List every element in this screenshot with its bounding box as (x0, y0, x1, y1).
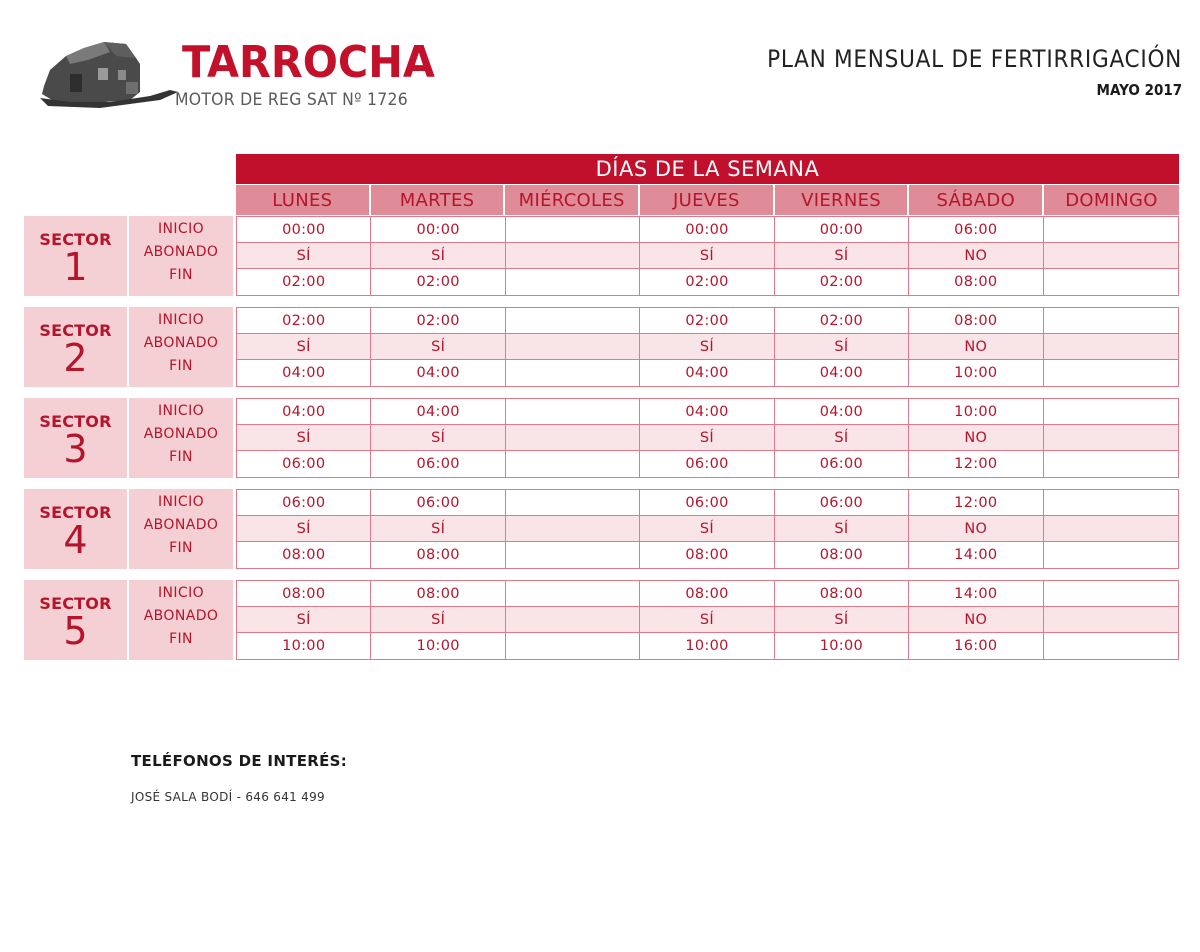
week-banner: DÍAS DE LA SEMANA (236, 154, 1179, 184)
farmhouse-logo-icon (40, 34, 180, 110)
schedule-cell: 06:00 (640, 451, 774, 477)
schedule-cell: 12:00 (909, 490, 1043, 515)
schedule-cell (1044, 542, 1178, 568)
schedule-cell: 08:00 (237, 542, 371, 568)
schedule-cell (506, 516, 640, 541)
schedule-cell: 06:00 (640, 490, 774, 515)
schedule-cell: 04:00 (371, 399, 505, 424)
row-label: INICIO (157, 403, 205, 419)
schedule-cell: 06:00 (371, 451, 505, 477)
schedule-cell (1044, 269, 1178, 295)
schedule-cell (506, 581, 640, 606)
schedule-cell: 00:00 (640, 217, 774, 242)
schedule-cell: 04:00 (237, 399, 371, 424)
row-label: ABONADO (143, 244, 219, 260)
row-labels (129, 307, 233, 387)
schedule-cell (1044, 360, 1178, 386)
schedule-cell (506, 425, 640, 450)
schedule-cell: 14:00 (909, 542, 1043, 568)
day-header-jueves: JUEVES (640, 185, 775, 215)
schedule-row-fin (237, 633, 1178, 659)
sector-label (24, 307, 127, 387)
schedule-cell: 02:00 (237, 269, 371, 295)
sector-label (24, 398, 127, 478)
row-label: ABONADO (143, 335, 219, 351)
schedule-cell: 02:00 (640, 269, 774, 295)
schedule-cell (1044, 217, 1178, 242)
schedule-row-abonado (237, 425, 1178, 451)
schedule-grid (236, 216, 1179, 296)
schedule-cell: 08:00 (640, 581, 774, 606)
row-label: INICIO (157, 221, 205, 237)
sector-block (24, 216, 1179, 296)
schedule-cell (1044, 581, 1178, 606)
document-period: MAYO 2017 (1096, 81, 1182, 99)
row-label: FIN (169, 449, 193, 465)
schedule-cell (1044, 425, 1178, 450)
schedule-cell (1044, 308, 1178, 333)
schedule-cell: 06:00 (237, 490, 371, 515)
sector-number: 2 (63, 336, 88, 380)
sector-number: 4 (63, 518, 88, 562)
schedule-row-inicio (237, 399, 1178, 425)
schedule-cell: NO (909, 607, 1043, 632)
schedule-cell: 04:00 (775, 360, 909, 386)
schedule-cell: NO (909, 516, 1043, 541)
schedule-cell: 08:00 (371, 542, 505, 568)
schedule-row-abonado (237, 607, 1178, 633)
sector-word: SECTOR (39, 230, 112, 249)
schedule-row-abonado (237, 334, 1178, 360)
schedule-cell: 04:00 (237, 360, 371, 386)
schedule-cell: 04:00 (640, 399, 774, 424)
brand-name: TARROCHA (182, 37, 435, 88)
schedule-cell: NO (909, 243, 1043, 268)
schedule-cell (506, 490, 640, 515)
schedule-cell: SÍ (640, 516, 774, 541)
row-labels (129, 489, 233, 569)
day-header-lunes: LUNES (236, 185, 371, 215)
sector-number: 3 (63, 427, 88, 471)
schedule-cell: 08:00 (640, 542, 774, 568)
schedule-cell (506, 217, 640, 242)
schedule-cell: 06:00 (775, 490, 909, 515)
schedule-cell: 02:00 (371, 269, 505, 295)
document-title: PLAN MENSUAL DE FERTIRRIGACIÓN (767, 45, 1182, 73)
schedule-cell (506, 607, 640, 632)
schedule-cell: SÍ (775, 516, 909, 541)
schedule-cell: 08:00 (909, 269, 1043, 295)
schedule-cell: 02:00 (237, 308, 371, 333)
schedule-row-inicio (237, 490, 1178, 516)
schedule-cell: 04:00 (640, 360, 774, 386)
schedule-cell: 14:00 (909, 581, 1043, 606)
schedule-cell: 02:00 (371, 308, 505, 333)
day-header-domingo: DOMINGO (1044, 185, 1179, 215)
schedule-cell: SÍ (371, 607, 505, 632)
schedule-cell (506, 269, 640, 295)
schedule-cell: SÍ (237, 334, 371, 359)
schedule-cell: 06:00 (775, 451, 909, 477)
schedule-row-fin (237, 360, 1178, 386)
row-labels (129, 398, 233, 478)
row-label: ABONADO (143, 426, 219, 442)
schedule-cell: 04:00 (775, 399, 909, 424)
day-header-martes: MARTES (371, 185, 506, 215)
sector-block (24, 580, 1179, 660)
sector-word: SECTOR (39, 321, 112, 340)
schedule-cell: SÍ (775, 607, 909, 632)
schedule-cell: SÍ (640, 607, 774, 632)
schedule-cell (506, 451, 640, 477)
schedule-cell (1044, 451, 1178, 477)
schedule-cell (506, 399, 640, 424)
row-label: INICIO (157, 312, 205, 328)
schedule-row-fin (237, 269, 1178, 295)
schedule-cell: 10:00 (909, 360, 1043, 386)
schedule-cell (1044, 607, 1178, 632)
schedule-cell: NO (909, 425, 1043, 450)
sector-label (24, 489, 127, 569)
schedule-row-abonado (237, 243, 1178, 269)
brand-logo (40, 34, 435, 114)
schedule-cell: SÍ (237, 516, 371, 541)
row-label: FIN (169, 267, 193, 283)
schedule-cell: 12:00 (909, 451, 1043, 477)
schedule-row-inicio (237, 308, 1178, 334)
sector-label (24, 216, 127, 296)
schedule-cell: 10:00 (237, 633, 371, 659)
sector-word: SECTOR (39, 594, 112, 613)
sector-block (24, 489, 1179, 569)
schedule-cell: 10:00 (909, 399, 1043, 424)
row-label: FIN (169, 358, 193, 374)
schedule-row-inicio (237, 217, 1178, 243)
schedule-cell: 02:00 (775, 269, 909, 295)
schedule-cell (506, 308, 640, 333)
sector-number: 5 (63, 609, 88, 653)
schedule-cell: 08:00 (775, 542, 909, 568)
schedule-cell: 02:00 (775, 308, 909, 333)
schedule-cell: SÍ (775, 243, 909, 268)
day-header-miercoles: MIÉRCOLES (505, 185, 640, 215)
row-label: ABONADO (143, 517, 219, 533)
schedule-cell: 08:00 (237, 581, 371, 606)
schedule-cell: SÍ (640, 425, 774, 450)
schedule-cell: SÍ (371, 425, 505, 450)
schedule-cell: 10:00 (775, 633, 909, 659)
schedule-cell: 00:00 (775, 217, 909, 242)
schedule-cell (1044, 490, 1178, 515)
schedule-cell: 04:00 (371, 360, 505, 386)
row-label: ABONADO (143, 608, 219, 624)
schedule-cell (506, 542, 640, 568)
sector-number: 1 (63, 245, 88, 289)
schedule-cell: NO (909, 334, 1043, 359)
sector-word: SECTOR (39, 503, 112, 522)
schedule-row-fin (237, 451, 1178, 477)
brand-subtitle: MOTOR DE REG SAT Nº 1726 (175, 90, 408, 110)
schedule-cell: 06:00 (371, 490, 505, 515)
schedule-cell: SÍ (640, 334, 774, 359)
day-header-sabado: SÁBADO (909, 185, 1044, 215)
schedule-row-inicio (237, 581, 1178, 607)
schedule-cell: 10:00 (640, 633, 774, 659)
schedule-cell: 08:00 (909, 308, 1043, 333)
schedule-cell: 06:00 (909, 217, 1043, 242)
schedule-cell (1044, 334, 1178, 359)
schedule-grid (236, 580, 1179, 660)
schedule-cell: SÍ (371, 516, 505, 541)
day-header-row (236, 185, 1179, 215)
row-label: INICIO (157, 494, 205, 510)
phone-contact: JOSÉ SALA BODÍ - 646 641 499 (131, 790, 325, 804)
schedule-cell: SÍ (371, 334, 505, 359)
sector-block (24, 307, 1179, 387)
schedule-cell: SÍ (371, 243, 505, 268)
schedule-row-abonado (237, 516, 1178, 542)
schedule-cell: SÍ (775, 334, 909, 359)
schedule-cell: 00:00 (371, 217, 505, 242)
row-label: INICIO (157, 585, 205, 601)
phones-title: TELÉFONOS DE INTERÉS: (131, 752, 348, 770)
row-label: FIN (169, 540, 193, 556)
schedule-cell: SÍ (640, 243, 774, 268)
schedule-grid (236, 489, 1179, 569)
schedule-cell (1044, 516, 1178, 541)
schedule-row-fin (237, 542, 1178, 568)
schedule-cell: 08:00 (371, 581, 505, 606)
schedule-cell: SÍ (237, 425, 371, 450)
day-header-viernes: VIERNES (775, 185, 910, 215)
row-labels (129, 580, 233, 660)
schedule-cell (1044, 633, 1178, 659)
schedule-cell (1044, 243, 1178, 268)
schedule-cell: SÍ (775, 425, 909, 450)
sector-label (24, 580, 127, 660)
schedule-cell: SÍ (237, 607, 371, 632)
sector-block (24, 398, 1179, 478)
schedule-grid (236, 307, 1179, 387)
sector-word: SECTOR (39, 412, 112, 431)
schedule-cell (506, 334, 640, 359)
schedule-cell (506, 360, 640, 386)
schedule-cell: 16:00 (909, 633, 1043, 659)
schedule-cell: 02:00 (640, 308, 774, 333)
schedule-cell: SÍ (237, 243, 371, 268)
row-labels (129, 216, 233, 296)
schedule-cell: 08:00 (775, 581, 909, 606)
schedule-cell (506, 243, 640, 268)
schedule-cell: 10:00 (371, 633, 505, 659)
schedule-cell (1044, 399, 1178, 424)
schedule-grid (236, 398, 1179, 478)
schedule-cell: 06:00 (237, 451, 371, 477)
schedule-cell: 00:00 (237, 217, 371, 242)
schedule-cell (506, 633, 640, 659)
row-label: FIN (169, 631, 193, 647)
